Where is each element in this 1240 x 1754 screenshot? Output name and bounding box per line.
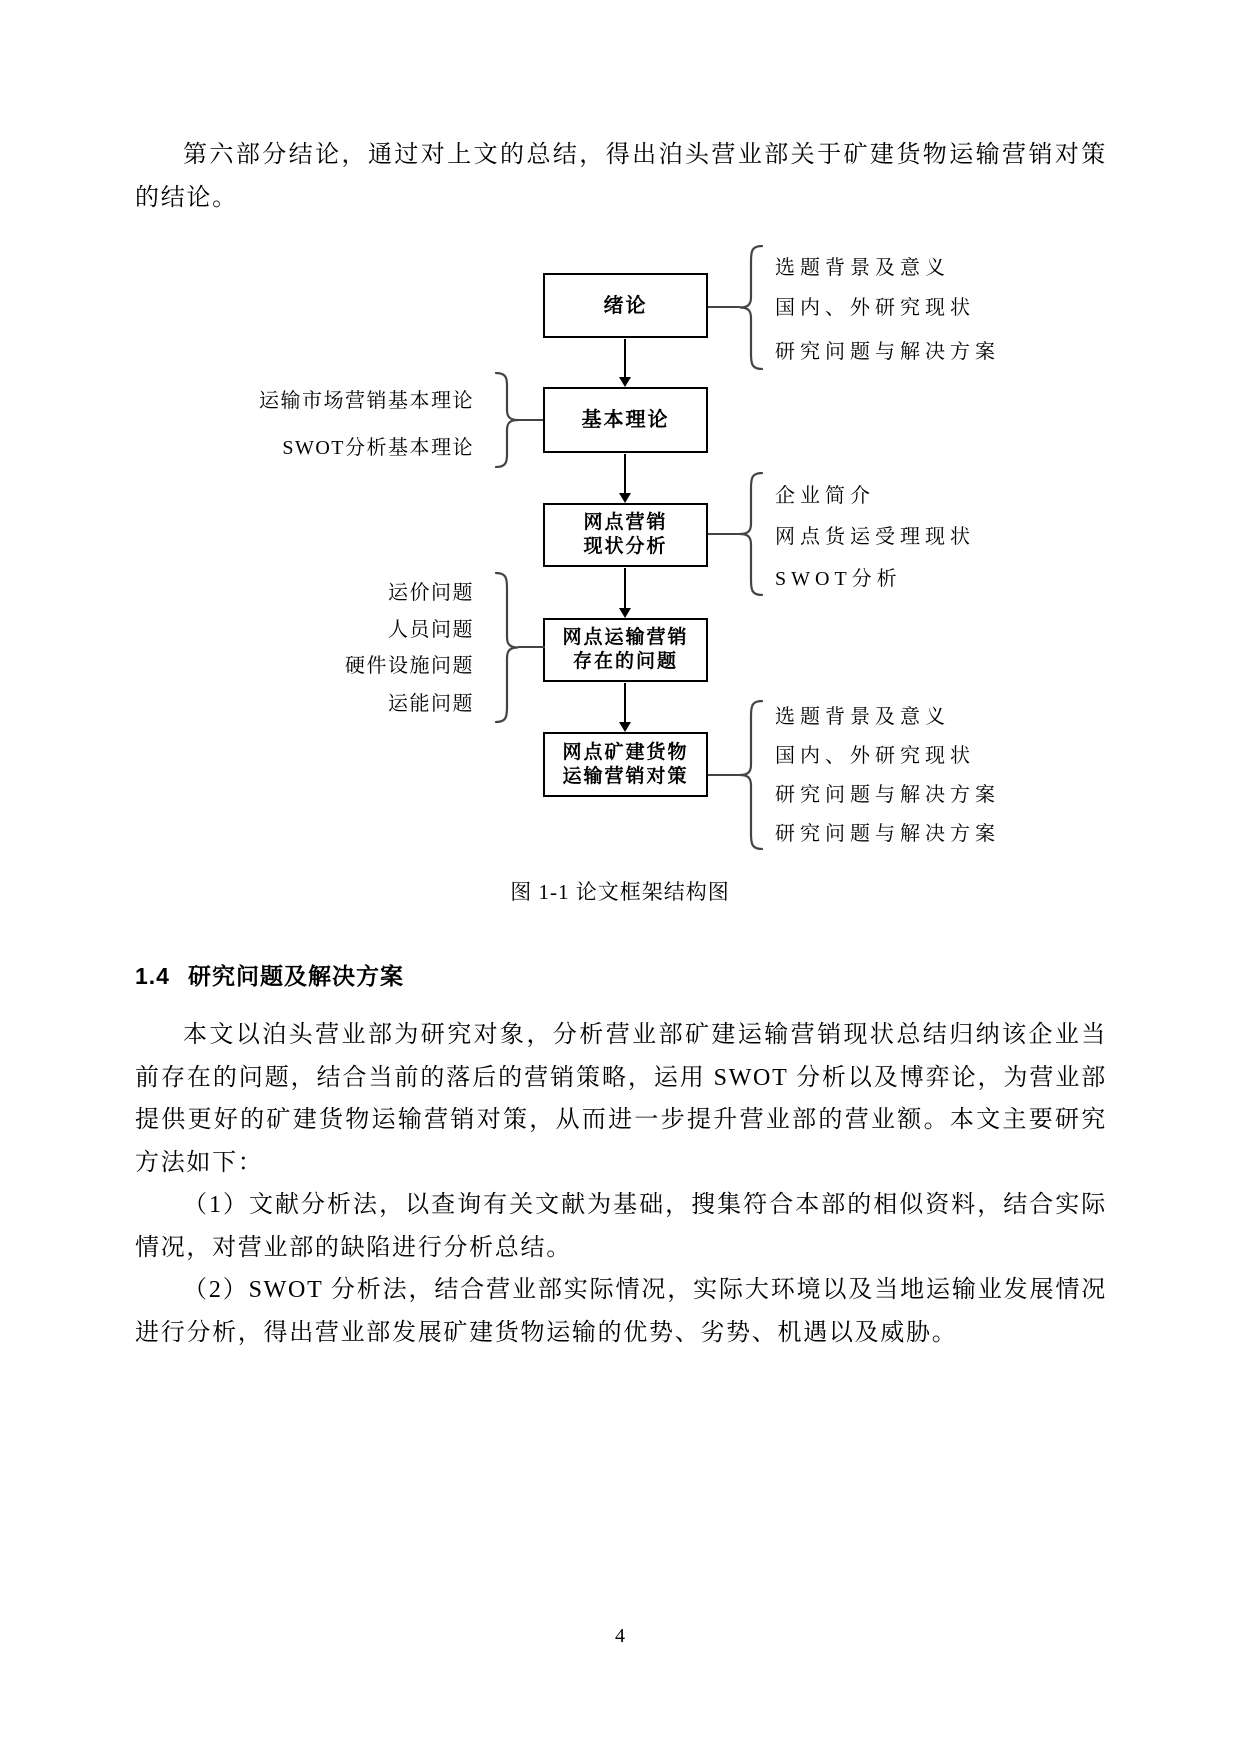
list-item: 研究问题与解决方案 — [775, 823, 1000, 845]
flow-box-problems — [543, 618, 708, 682]
list-item: 国内、外研究现状 — [775, 745, 975, 767]
section-title: 研究问题及解决方案 — [187, 963, 404, 989]
list-item: SWOT分析 — [775, 568, 902, 590]
flow-box-introduction — [543, 273, 708, 338]
arrow-down-icon — [619, 568, 631, 618]
body-paragraph: （1）文献分析法，以查询有关文献为基础，搜集符合本部的相似资料，结合实际情况，对营业部的缺陷进行分析总结。 — [135, 1192, 1107, 1261]
section-heading — [135, 958, 404, 991]
left-curly-brace-icon — [738, 700, 764, 850]
flow-box-basic-theory — [543, 387, 708, 453]
right-curly-brace-icon — [494, 372, 520, 468]
list-item: 运能问题 — [388, 693, 474, 715]
section-number: 1.4 — [135, 963, 170, 989]
body-paragraph: （2）SWOT 分析法，结合营业部实际情况，实际大环境以及当地运输业发展情况进行分析，得出营业部发展矿建货物运输的优势、劣势、机遇以及威胁。 — [135, 1277, 1107, 1346]
list-item: 硬件设施问题 — [345, 655, 474, 677]
flow-box-status-line1: 网点营销 — [583, 512, 668, 533]
list-item: 选题背景及意义 — [775, 706, 950, 728]
flow-box-status-line2: 现状分析 — [583, 536, 668, 557]
intro-paragraph-block — [135, 134, 1107, 219]
left-curly-brace-icon — [738, 245, 764, 370]
connector-line — [708, 774, 740, 776]
arrow-down-icon — [619, 454, 631, 503]
flow-box-problems-line1: 网点运输营销 — [562, 627, 689, 648]
arrow-down-icon — [619, 683, 631, 732]
connector-line — [708, 306, 740, 308]
flow-box-problems-line2: 存在的问题 — [572, 651, 678, 672]
body-paragraph: 本文以泊头营业部为研究对象，分析营业部矿建运输营销现状总结归纳该企业当前存在的问题，结合当前的落后的营销策略，运用 SWOT 分析以及博弈论，为营业部提供更好的矿建货物运输营销对策，从而进一步提升营业部的营业额。本文主要研究方法如下： — [135, 1022, 1107, 1176]
figure-caption: 图 1-1 论文框架结构图 — [510, 880, 730, 904]
list-item: 选题背景及意义 — [775, 257, 950, 279]
body-text-block — [135, 1014, 1107, 1354]
list-item: 网点货运受理现状 — [775, 526, 975, 548]
list-item: 研究问题与解决方案 — [775, 341, 1000, 363]
right-curly-brace-icon — [494, 572, 520, 723]
list-item: 研究问题与解决方案 — [775, 784, 1000, 806]
flow-box-strategy-line1: 网点矿建货物 — [562, 741, 689, 763]
page-number: 4 — [615, 1625, 625, 1647]
connector-line — [518, 419, 543, 421]
list-item: 运输市场营销基本理论 — [259, 390, 474, 412]
flow-box-strategy — [543, 732, 708, 797]
list-item: 企业简介 — [775, 485, 875, 507]
list-item: 运价问题 — [388, 582, 474, 604]
arrow-down-icon — [619, 339, 631, 387]
left-curly-brace-icon — [738, 472, 764, 596]
list-item: SWOT分析基本理论 — [282, 437, 474, 459]
list-item: 国内、外研究现状 — [775, 297, 975, 319]
connector-line — [518, 646, 545, 648]
flow-box-basic-theory-label: 基本理论 — [581, 409, 670, 431]
intro-paragraph: 第六部分结论，通过对上文的总结，得出泊头营业部关于矿建货物运输营销对策的结论。 — [135, 142, 1107, 211]
flow-box-strategy-line2: 运输营销对策 — [562, 765, 689, 787]
list-item: 人员问题 — [388, 619, 474, 641]
flow-box-status-analysis — [543, 503, 708, 567]
flow-box-introduction-label: 绪论 — [603, 294, 648, 317]
connector-line — [708, 533, 740, 535]
